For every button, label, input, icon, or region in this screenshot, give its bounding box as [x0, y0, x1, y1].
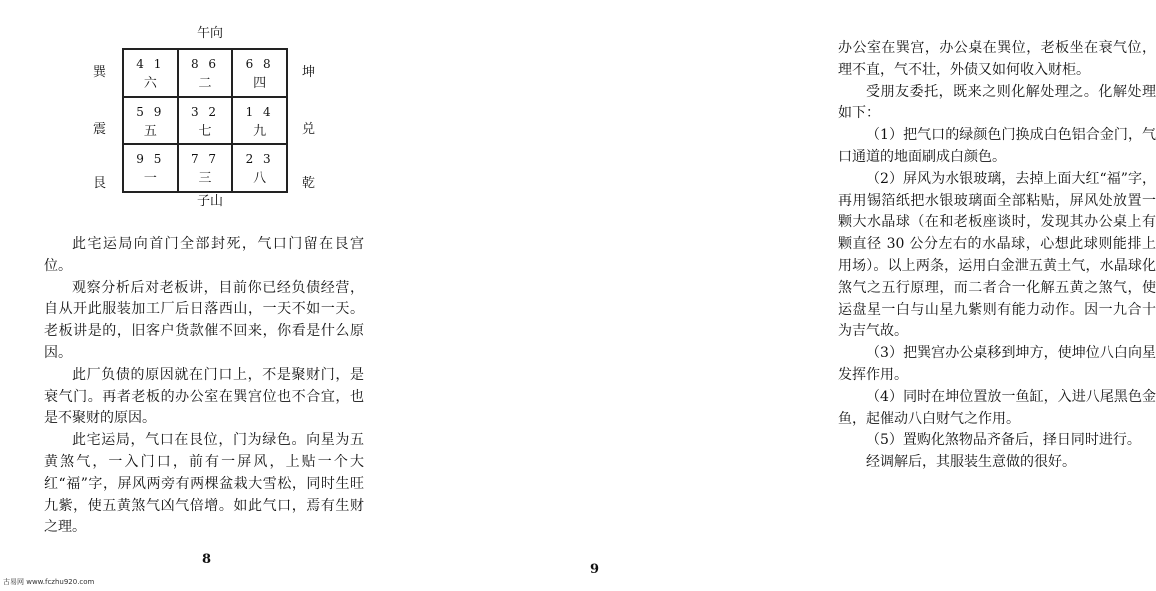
grid-cell: [178, 49, 233, 97]
flying-star-chart: [0, 0, 396, 220]
right-body-text: [838, 38, 1156, 474]
paragraph: （3）把巽宫办公桌移到坤方，使坤位八白向星发挥作用。: [838, 345, 1156, 383]
cell-stars: 2 3: [245, 152, 274, 167]
facing-direction-label: 午向: [197, 26, 224, 41]
page-number: 9: [590, 562, 600, 577]
cell-base-number: 四: [253, 76, 267, 91]
cell-base-number: 六: [143, 76, 157, 91]
cell-base-number: 九: [253, 123, 267, 139]
grid-cell: [123, 49, 178, 97]
paragraph: 受朋友委托，既来之则化解处理之。化解处理如下：: [838, 83, 1156, 122]
sitting-direction-label: 子山: [197, 194, 224, 209]
grid-cell: [232, 97, 287, 145]
palace-label-xun: 巽: [93, 65, 107, 80]
cell-base-number: 七: [198, 123, 212, 139]
paragraph: 此厂负债的原因就在门口上，不是聚财门，是衰气门。再者老板的办公室在巽宫位也不合宜，也是不聚财的原因。: [44, 366, 364, 427]
paragraph: 此宅运局，气口在艮位，门为绿色。向星为五黄煞气，一入门口，前有一屏风，上贴一个大红“福”字，屏风两旁有两棵盆栽大雪松，同时生旺九紫，使五黄煞气凶气倍增。如此气口，焉有生财之理。: [44, 432, 364, 536]
grid-cell: [232, 144, 287, 192]
grid-cell: [178, 97, 233, 145]
cell-stars: 5 9: [136, 104, 165, 119]
left-page: [0, 0, 396, 591]
palace-label-qian: 乾: [302, 176, 316, 191]
site-watermark: 古易网 www.fczhu920.com: [3, 578, 95, 586]
palace-label-gen: 艮: [93, 176, 107, 191]
grid-cell: [232, 49, 287, 97]
cell-base-number: 五: [143, 123, 157, 139]
cell-stars: 6 8: [245, 57, 274, 71]
cell-base-number: 二: [198, 76, 212, 91]
paragraph: （5）置购化煞物品齐备后，择日同时进行。: [866, 432, 1141, 449]
grid-cell: [123, 144, 178, 192]
page-number: 8: [202, 552, 212, 567]
cell-base-number: 八: [253, 171, 267, 187]
palace-label-kun: 坤: [302, 65, 316, 80]
cell-base-number: 三: [198, 171, 212, 187]
cell-stars: 3 2: [190, 104, 220, 119]
paragraph: 经调解后，其服装生意做的很好。: [866, 454, 1076, 471]
right-page: [396, 0, 1156, 591]
cell-stars: 7 7: [190, 152, 220, 167]
paragraph: （2）屏风为水银玻璃，去掉上面大红“福”字，再用锡箔纸把水银玻璃面全部粘贴，屏风处放置一颗大水晶球（在和老板座谈时，发现其办公桌上有颗直径 30 公分左右的水晶球，心想此球则能排上用场）。以上两条，运用白金泄五黄土气，水晶球化煞气之五行原理，而二者合一化解五黄之煞气，使运盘星一白与山星九紫则有能力动作。因一九合十为吉气故。: [838, 170, 1156, 340]
left-body-text: [44, 234, 364, 539]
paragraph: 办公室在巽宫，办公桌在巽位，老板坐在衰气位，理不直，气不壮，外债又如何收入财柜。: [838, 40, 1156, 78]
nine-palace-grid: [122, 48, 288, 193]
cell-stars: 8 6: [190, 57, 220, 71]
paragraph: （4）同时在坤位置放一鱼缸，入进八尾黑色金鱼，起催动八白财气之作用。: [838, 388, 1156, 427]
palace-label-dui: 兑: [302, 122, 316, 137]
paragraph: （1）把气口的绿颜色门换成白色铝合金门，气口通道的地面刷成白颜色。: [838, 127, 1156, 165]
grid-cell: [178, 144, 233, 192]
palace-label-zhen: 震: [93, 122, 107, 137]
cell-stars: 4 1: [136, 57, 165, 71]
paragraph: 观察分析后对老板讲，目前你已经负债经营，自从开此服装加工厂后日落西山，一天不如一天。老板讲是的，旧客户货款催不回来，你看是什么原因。: [44, 279, 364, 361]
cell-base-number: 一: [143, 171, 157, 187]
cell-stars: 1 4: [245, 104, 274, 119]
paragraph: 此宅运局向首门全部封死，气口门留在艮宫位。: [44, 236, 364, 274]
grid-cell: [123, 97, 178, 145]
cell-stars: 9 5: [136, 152, 165, 167]
